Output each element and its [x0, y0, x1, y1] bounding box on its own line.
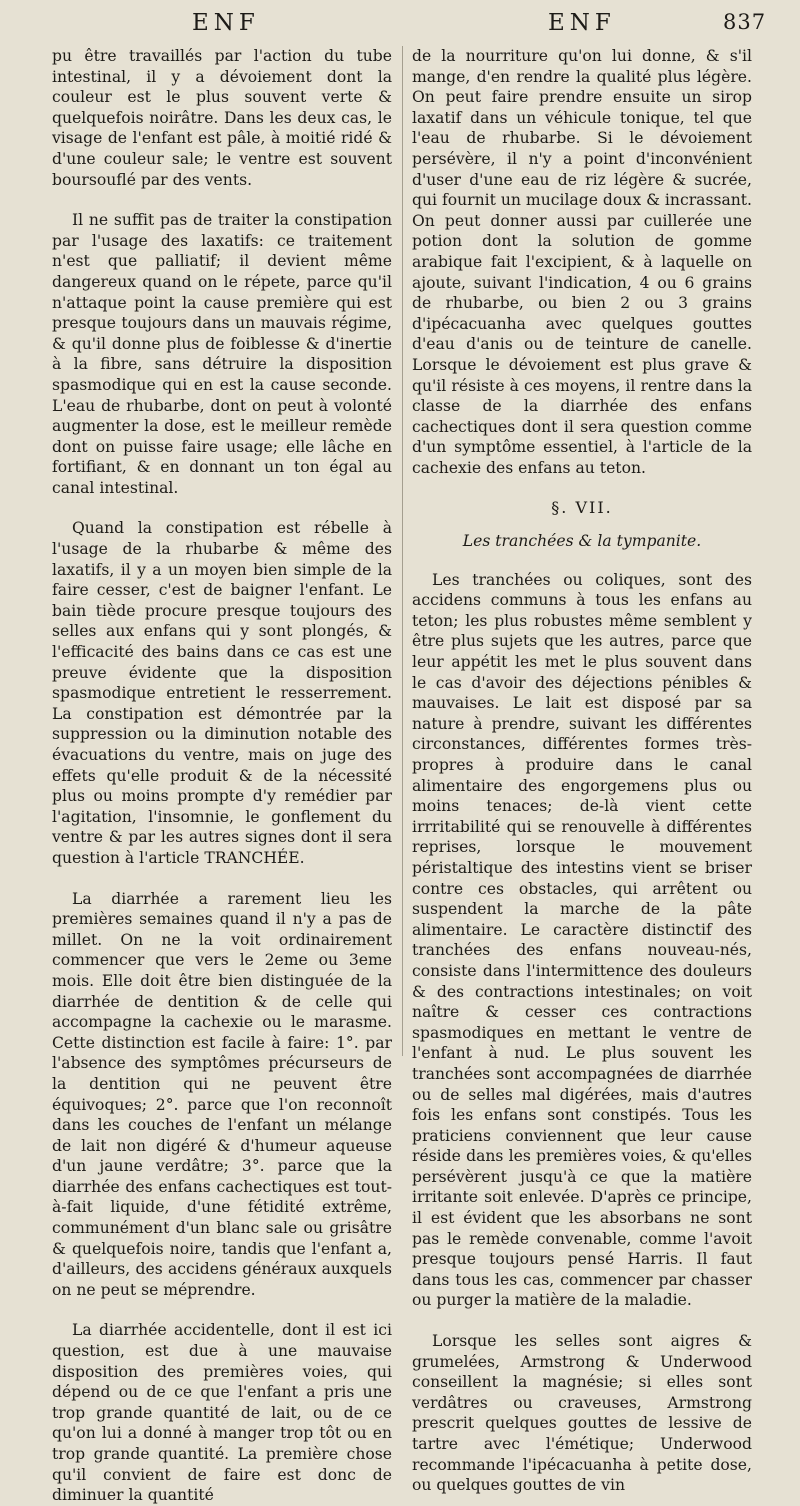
- header-left: ENF: [192, 10, 260, 36]
- header-right: ENF: [548, 10, 616, 36]
- paragraph: Les tranchées ou coliques, sont des accidens communs à tous les enfans au teton; les plus robustes même semblent y être plus sujets que les autres, parce que leur appétit les met le plus souvent dans le cas d'avoir des déjections pénibles & mauvaises. Le lait est disposé par sa nature à prendre, suivant les différentes circonstances, différentes formes très-propres à produire dans le canal alimentaire des engorgemens plus ou moins tenaces; de-là vient cette irrritabilité qui se renouvelle à différentes reprises, lorsque le mouvement péristaltique des intestins vient se briser contre ces obstacles, qui arrêtent ou suspendent la marche de la pâte alimentaire. Le caractère distinctif des tranchées des enfans nouveau-nés, consiste dans l'intermittence des douleurs & des contractions intestinales; on voit naître & cesser ces contractions spasmodiques en mettant le ventre de l'enfant à nud. Le plus souvent les tranchées sont accompagnées de diarrhée ou de selles mal digérées, mais d'autres fois les enfans sont constipés. Tous les praticiens conviennent que leur cause réside dans les premières voies, & qu'elles persévèrent jusqu'à ce que la matière irritante soit enlevée. D'après ce principe, il est évident que les absorbans ne sont pas le remède convenable, comme l'avoit presque toujours pensé Harris. Il faut dans tous les cas, commencer par chasser ou purger la matière de la maladie.: [412, 570, 752, 1310]
- left-column: [52, 46, 392, 1506]
- paragraph: Il ne suffit pas de traiter la constipation par l'usage des laxatifs: ce traitement n'est que palliatif; il devient même dangereux quand on le répete, parce qu'il n'attaque point la cause première qui est presque toujours dans un mauvais régime, & qu'il donne plus de foiblesse & d'inertie à la fibre, sans détruire la disposition spasmodique qui en est la cause seconde. L'eau de rhubarbe, dont on peut à volonté augmenter la dose, est le meilleur remède dont on puisse faire usage; elle lâche en fortifiant, & en donnant un ton égal au canal intestinal.: [52, 211, 392, 497]
- column-divider: [402, 46, 403, 1056]
- paragraph: de la nourriture qu'on lui donne, & s'il mange, d'en rendre la qualité plus légère. On peut faire prendre ensuite un sirop laxatif dans un véhicule tonique, tel que l'eau de rhubarbe. Si le dévoiement persévère, il n'y a point d'inconvénient d'user d'une eau de riz légère & sucrée, qui fournit un mucilage doux & incrassant. On peut donner aussi par cuillerée une potion dont la solution de gomme arabique fait l'excipient, & à laquelle on ajoute, suivant l'indication, 4 ou 6 grains de rhubarbe, ou bien 2 ou 3 grains d'ipécacuanha avec quelques gouttes d'eau d'anis ou de teinture de canelle. Lorsque le dévoiement est plus grave & qu'il résiste à ces moyens, il rentre dans la classe de la diarrhée des enfans cachectiques dont il sera question comme d'un symptôme essentiel, à l'article de la cachexie des enfans au teton.: [412, 47, 753, 477]
- paragraph: La diarrhée a rarement lieu les premières semaines quand il n'y a pas de millet. On ne la voit ordinairement commencer que vers le 2eme ou 3eme mois. Elle doit être bien distinguée de la diarrhée de dentition & de celle qui accompagne la cachexie ou le marasme. Cette distinction est facile à faire: 1°. par l'absence des symptômes précurseurs de la dentition qui ne peuvent être équivoques; 2°. parce que l'on reconnoît dans les couches de l'enfant un mélange de lait non digéré & d'humeur aqueuse d'un jaune verdâtre; 3°. parce que la diarrhée des enfans cachectiques est tout-à-fait liquide, d'une fétidité extrême, communément d'un blanc sale ou grisâtre & quelquefois noire, tandis que l'enfant a, d'ailleurs, des accidens généraux auxquels on ne peut se méprendre.: [52, 889, 392, 1299]
- right-column: [412, 46, 752, 1496]
- paragraph: La diarrhée accidentelle, dont il est ici question, est due à une mauvaise disposition des premières voies, qui dépend ou de ce que l'enfant a pris une trop grande quantité de lait, ou de ce qu'on lui a donné à manger trop tôt ou en trop grande quantité. La première chose qu'il convient de faire est donc de diminuer la quantité: [52, 1321, 392, 1505]
- paragraph: Lorsque les selles sont aigres & grumelées, Armstrong & Underwood conseillent la magnésie; si elles sont verdâtres ou craveuses, Armstrong prescrit quelques gouttes de lessive de tartre avec l'émétique; Underwood recommande l'ipécacuanha à petite dose, ou quelques gouttes de vin: [412, 1332, 752, 1495]
- paragraph: pu être travaillés par l'action du tube intestinal, il y a dévoiement dont la couleur est le plus souvent verte & quelquefois noirâtre. Dans les deux cas, le visage de l'enfant est pâle, à moitié ridé & d'une couleur sale; le ventre est souvent boursouflé par des vents.: [52, 47, 392, 189]
- page-number: 837: [723, 10, 767, 34]
- paragraph: Quand la constipation est rébelle à l'usage de la rhubarbe & même des laxatifs, il y a un moyen bien simple de la faire cesser, c'est de baigner l'enfant. Le bain tiède procure presque toujours des selles aux enfans qui y sont plongés, & l'efficacité des bains dans ce cas est une preuve évidente que la disposition spasmodique entretient le resserrement. La constipation est démontrée par la suppression ou la diminution notable des évacuations du ventre, mais on juge des effets qu'elle produit & de la nécessité plus ou moins prompte d'y remédier par l'agitation, l'insomnie, le gonflement du ventre & par les autres signes dont il sera question à l'article TRANCHÉE.: [52, 519, 392, 867]
- section-subtitle: Les tranchées & la tympanite.: [462, 532, 702, 551]
- section-heading: §. VII.: [551, 498, 613, 518]
- running-header: [0, 8, 800, 40]
